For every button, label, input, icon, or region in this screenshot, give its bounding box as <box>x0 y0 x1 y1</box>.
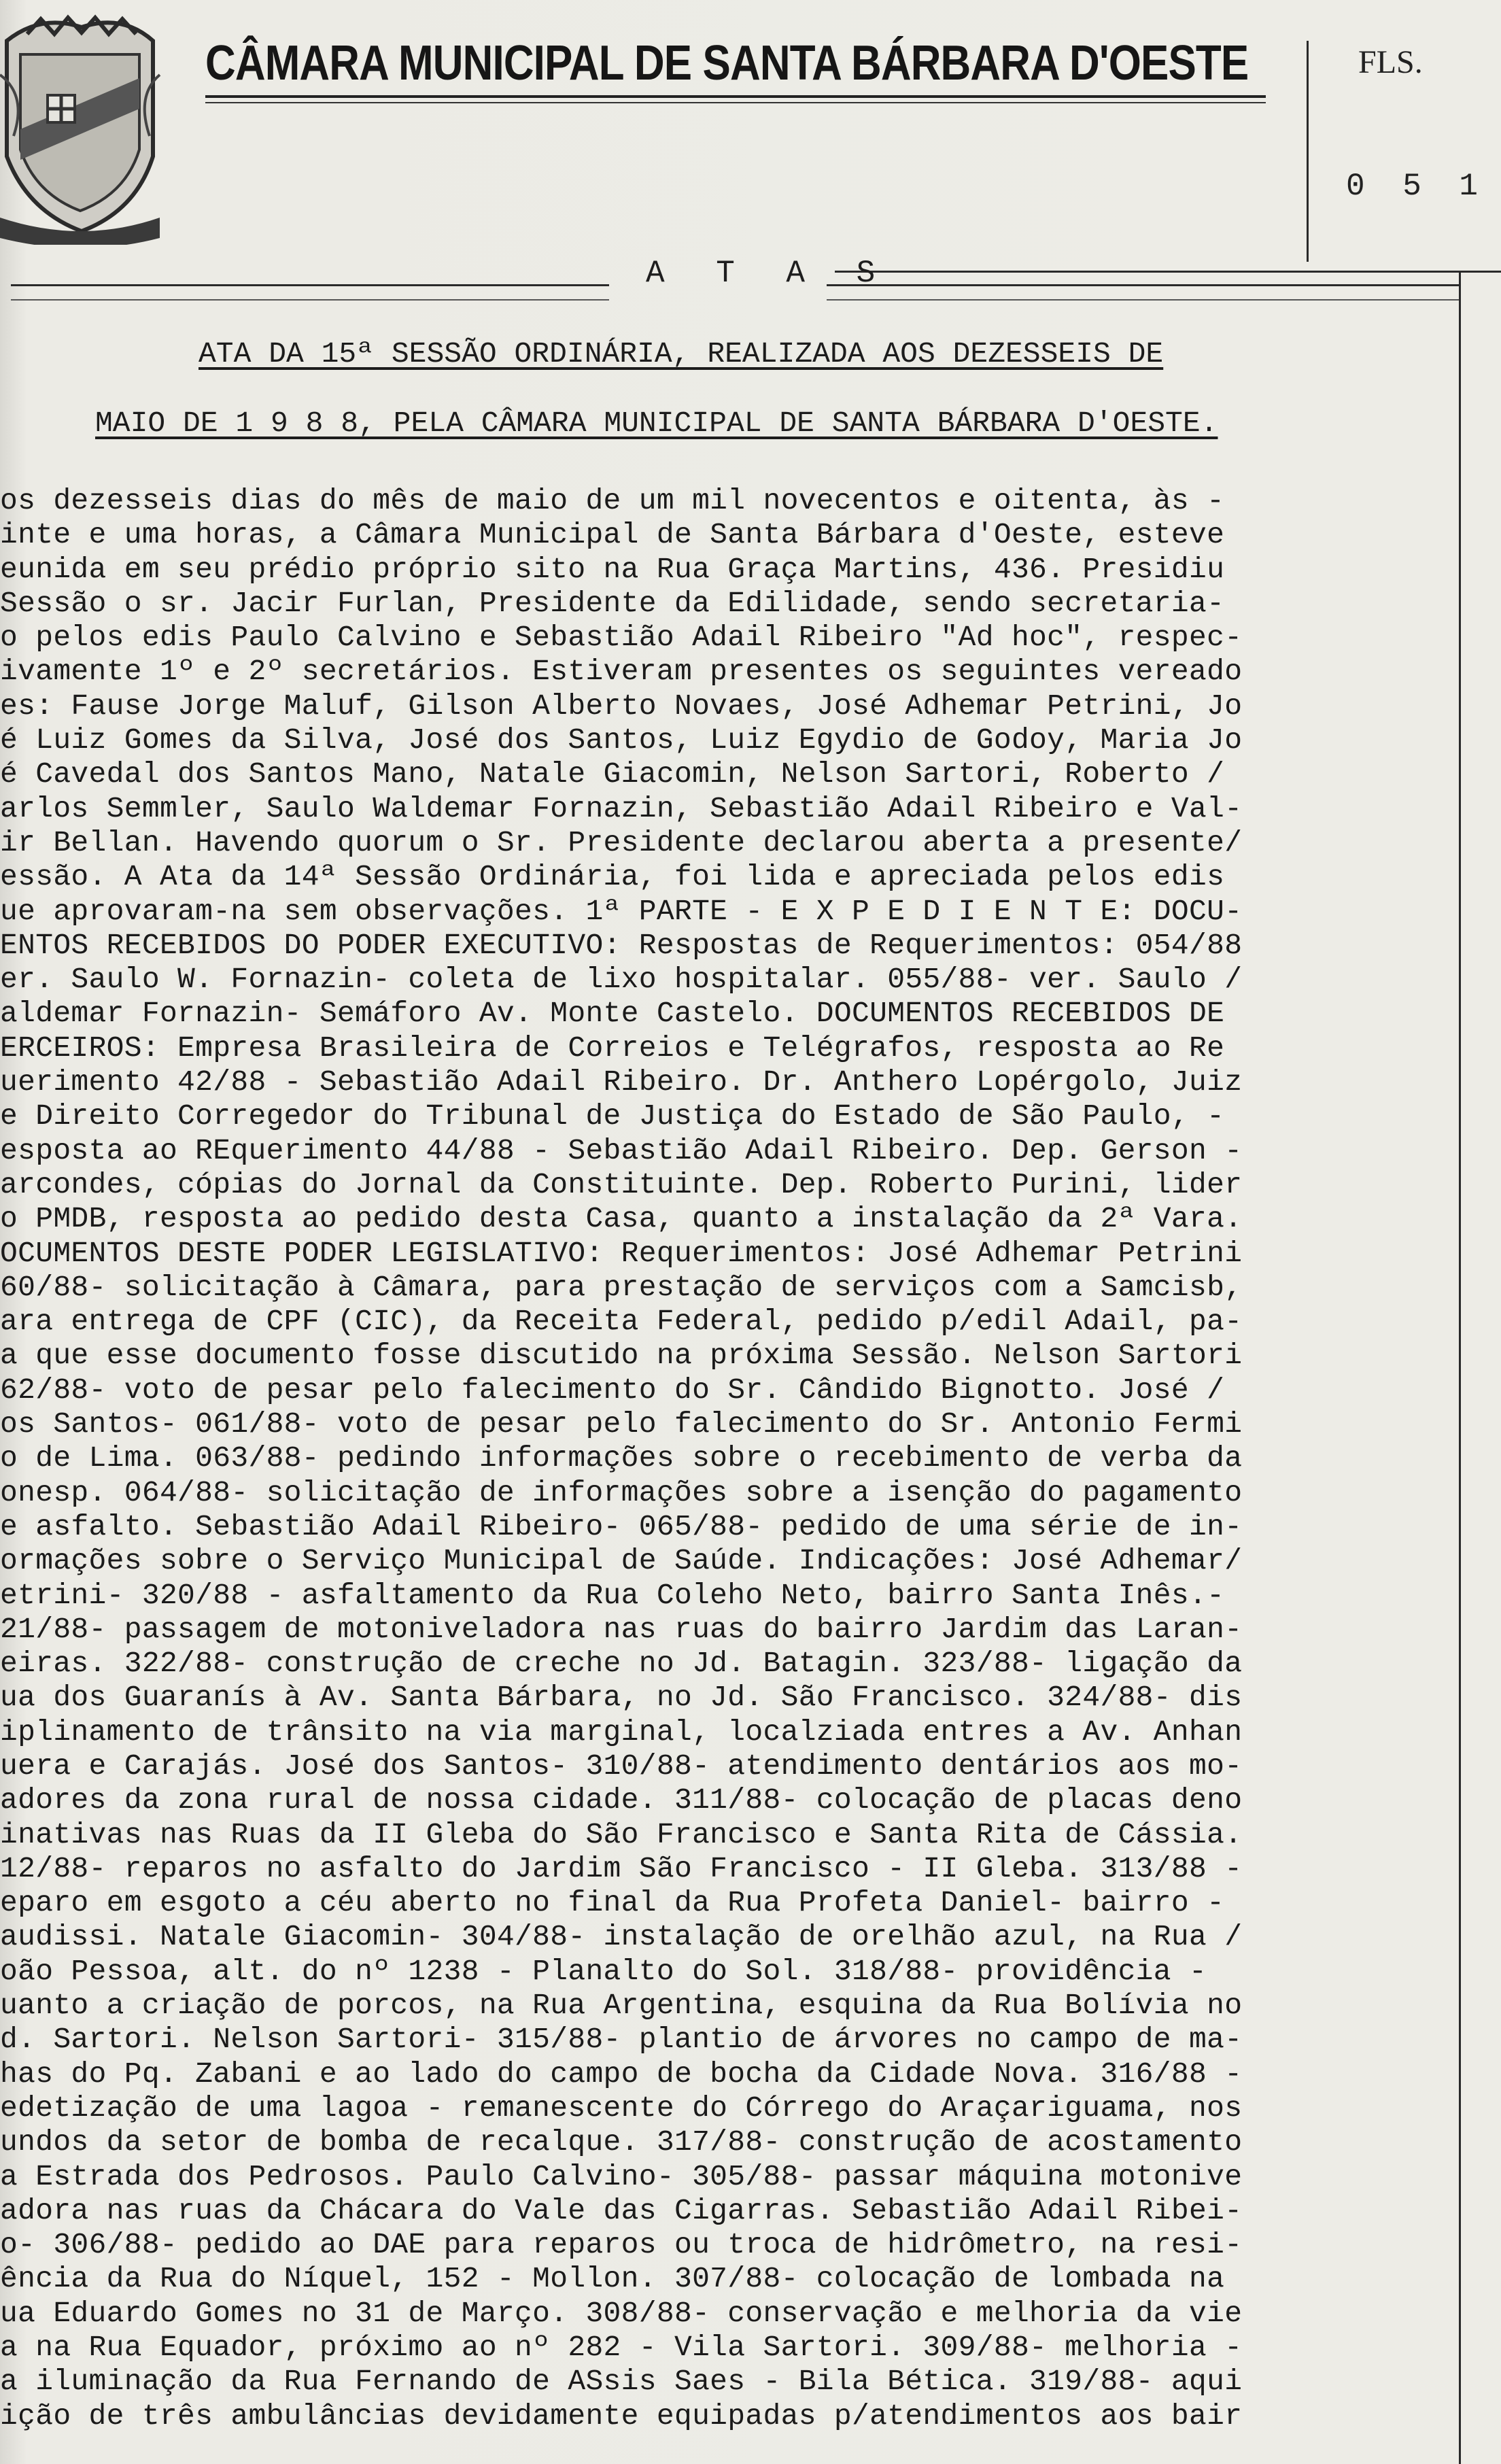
body-line: é Cavedal dos Santos Mano, Natale Giacomin, Nelson Sartori, Roberto / <box>0 757 1225 791</box>
body-line: aldemar Fornazin- Semáforo Av. Monte Castelo. DOCUMENTOS RECEBIDOS DE <box>0 997 1225 1031</box>
body-line: adora nas ruas da Chácara do Vale das Cigarras. Sebastião Adail Ribei- <box>0 2193 1243 2227</box>
body-line: a na Rua Equador, próximo ao nº 282 - Vila Sartori. 309/88- melhoria - <box>0 2331 1243 2365</box>
page-number: 0 5 1 <box>1346 169 1488 204</box>
body-line: ência da Rua do Níquel, 152 - Mollon. 307/88- colocação de lombada na <box>0 2262 1225 2296</box>
body-line: ua dos Guaranís à Av. Santa Bárbara, no Jd. São Francisco. 324/88- dis <box>0 1681 1243 1715</box>
body-line: ormações sobre o Serviço Municipal de Saúde. Indicações: José Adhemar/ <box>0 1544 1243 1578</box>
body-line: o pelos edis Paulo Calvino e Sebastião Adail Ribeiro "Ad hoc", respec- <box>0 621 1243 655</box>
body-line: e asfalto. Sebastião Adail Ribeiro- 065/88- pedido de uma série de in- <box>0 1509 1243 1543</box>
body-line: undos da setor de bomba de recalque. 317/88- construção de acostamento <box>0 2125 1243 2159</box>
body-line: audissi. Natale Giacomin- 304/88- instalação de orelhão azul, na Rua / <box>0 1920 1243 1954</box>
minutes-title-line-2: MAIO DE 1 9 8 8, PELA CÂMARA MUNICIPAL DE SANTA BÁRBARA D'OESTE. <box>95 407 1218 440</box>
body-line: uera e Carajás. José dos Santos- 310/88- atendimento dentários aos mo- <box>0 1749 1243 1783</box>
body-line: d. Sartori. Nelson Sartori- 315/88- plantio de árvores no campo de ma- <box>0 2023 1243 2057</box>
body-line: uanto a criação de porcos, na Rua Argentina, esquina da Rua Bolívia no <box>0 1989 1243 2023</box>
body-line: eiras. 322/88- construção de creche no Jd. Batagin. 323/88- ligação da <box>0 1647 1243 1681</box>
body-line: onesp. 064/88- solicitação de informações sobre a isenção do pagamento <box>0 1475 1243 1509</box>
body-line: ição de três ambulâncias devidamente equipadas p/atendimentos aos bair <box>0 2399 1243 2433</box>
body-line: arcondes, cópias do Jornal da Constituinte. Dep. Roberto Purini, lider <box>0 1167 1243 1201</box>
body-line: 12/88- reparos no asfalto do Jardim São Francisco - II Gleba. 313/88 - <box>0 1851 1243 1885</box>
body-line: inte e uma horas, a Câmara Municipal de Santa Bárbara d'Oeste, esteve <box>0 518 1225 552</box>
section-rule-left-thin <box>11 299 609 301</box>
body-line: 21/88- passagem de motoniveladora nas ruas do bairro Jardim das Laran- <box>0 1612 1243 1646</box>
body-line: edetização de uma lagoa - remanescente do Córrego do Araçariguama, nos <box>0 2091 1243 2125</box>
body-line: a que esse documento fosse discutido na próxima Sessão. Nelson Sartori <box>0 1339 1243 1373</box>
header-underline <box>205 95 1266 98</box>
institution-name: CÂMARA MUNICIPAL DE SANTA BÁRBARA D'OESTE <box>205 36 1249 90</box>
body-line: iplinamento de trânsito na via marginal, localziada entres a Av. Anhan <box>0 1715 1243 1749</box>
body-line: arlos Semmler, Saulo Waldemar Fornazin, Sebastião Adail Ribeiro e Val- <box>0 791 1243 825</box>
body-line: es: Fause Jorge Maluf, Gilson Alberto Novaes, José Adhemar Petrini, Jo <box>0 689 1243 723</box>
body-line: 60/88- solicitação à Câmara, para prestação de serviços com a Samcisb, <box>0 1270 1243 1304</box>
body-line: o PMDB, resposta ao pedido desta Casa, quanto a instalação da 2ª Vara. <box>0 1202 1243 1236</box>
body-line: oão Pessoa, alt. do nº 1238 - Planalto do Sol. 318/88- providência - <box>0 1954 1207 1988</box>
body-line: esposta ao REquerimento 44/88 - Sebastião Adail Ribeiro. Dep. Gerson - <box>0 1133 1243 1167</box>
body-line: ENTOS RECEBIDOS DO PODER EXECUTIVO: Respostas de Requerimentos: 054/88 <box>0 928 1243 962</box>
frame-top-rule <box>835 271 1501 273</box>
section-rule-right-thin <box>827 299 1459 301</box>
body-line: etrini- 320/88 - asfaltamento da Rua Coleho Neto, bairro Santa Inês.- <box>0 1578 1225 1612</box>
body-line: a Estrada dos Pedrosos. Paulo Calvino- 305/88- passar máquina motonive <box>0 2159 1243 2193</box>
body-line: ue aprovaram-na sem observações. 1ª PARTE - E X P E D I E N T E: DOCU- <box>0 894 1243 928</box>
body-line: e Direito Corregedor do Tribunal de Justiça do Estado de São Paulo, - <box>0 1099 1225 1133</box>
body-line: essão. A Ata da 14ª Sessão Ordinária, foi lida e apreciada pelos edis <box>0 860 1225 894</box>
section-rule-right <box>827 284 1459 286</box>
header-divider <box>1307 41 1309 262</box>
body-line: é Luiz Gomes da Silva, José dos Santos, Luiz Egydio de Godoy, Maria Jo <box>0 723 1243 757</box>
section-label: A T A S <box>646 256 892 291</box>
body-line: inativas nas Ruas da II Gleba do São Francisco e Santa Rita de Cássia. <box>0 1817 1243 1851</box>
body-line: uerimento 42/88 - Sebastião Adail Ribeiro. Dr. Anthero Lopérgolo, Juiz <box>0 1065 1243 1099</box>
body-line: ERCEIROS: Empresa Brasileira de Correios e Telégrafos, resposta ao Re <box>0 1031 1225 1065</box>
minutes-body <box>0 484 1462 2433</box>
body-line: adores da zona rural de nossa cidade. 311/88- colocação de placas deno <box>0 1783 1243 1817</box>
body-line: er. Saulo W. Fornazin- coleta de lixo hospitalar. 055/88- ver. Saulo / <box>0 963 1243 997</box>
body-line: 62/88- voto de pesar pelo falecimento do Sr. Cândido Bignotto. José / <box>0 1373 1225 1407</box>
body-line: ua Eduardo Gomes no 31 de Março. 308/88- conservação e melhoria da vie <box>0 2296 1243 2330</box>
body-line: Sessão o sr. Jacir Furlan, Presidente da Edilidade, sendo secretaria- <box>0 586 1225 620</box>
body-line: os Santos- 061/88- voto de pesar pelo falecimento do Sr. Antonio Fermi <box>0 1407 1243 1441</box>
body-line: ivamente 1º e 2º secretários. Estiveram presentes os seguintes vereado <box>0 655 1243 689</box>
minutes-title-line-1: ATA DA 15ª SESSÃO ORDINÁRIA, REALIZADA AOS DEZESSEIS DE <box>199 337 1164 371</box>
header-underline-thin <box>205 102 1266 103</box>
body-line: a iluminação da Rua Fernando de ASsis Saes - Bila Bética. 319/88- aqui <box>0 2365 1243 2399</box>
body-line: has do Pq. Zabani e ao lado do campo de bocha da Cidade Nova. 316/88 - <box>0 2057 1243 2091</box>
body-line: eparo em esgoto a céu aberto no final da Rua Profeta Daniel- bairro - <box>0 1886 1225 1920</box>
body-line: ir Bellan. Havendo quorum o Sr. Presidente declarou aberta a presente/ <box>0 825 1243 859</box>
coat-of-arms-icon <box>0 14 163 245</box>
body-line: eunida em seu prédio próprio sito na Rua Graça Martins, 436. Presidiu <box>0 552 1225 586</box>
section-rule-left <box>11 284 609 286</box>
body-line: ara entrega de CPF (CIC), da Receita Federal, pedido p/edil Adail, pa- <box>0 1305 1243 1339</box>
body-line: o- 306/88- pedido ao DAE para reparos ou troca de hidrômetro, na resi- <box>0 2228 1243 2262</box>
body-line: o de Lima. 063/88- pedindo informações sobre o recebimento de verba da <box>0 1441 1243 1475</box>
body-line: os dezesseis dias do mês de maio de um mil novecentos e oitenta, às - <box>0 484 1225 517</box>
fls-label: FLS. <box>1358 44 1423 80</box>
body-line: OCUMENTOS DESTE PODER LEGISLATIVO: Requerimentos: José Adhemar Petrini <box>0 1236 1243 1270</box>
